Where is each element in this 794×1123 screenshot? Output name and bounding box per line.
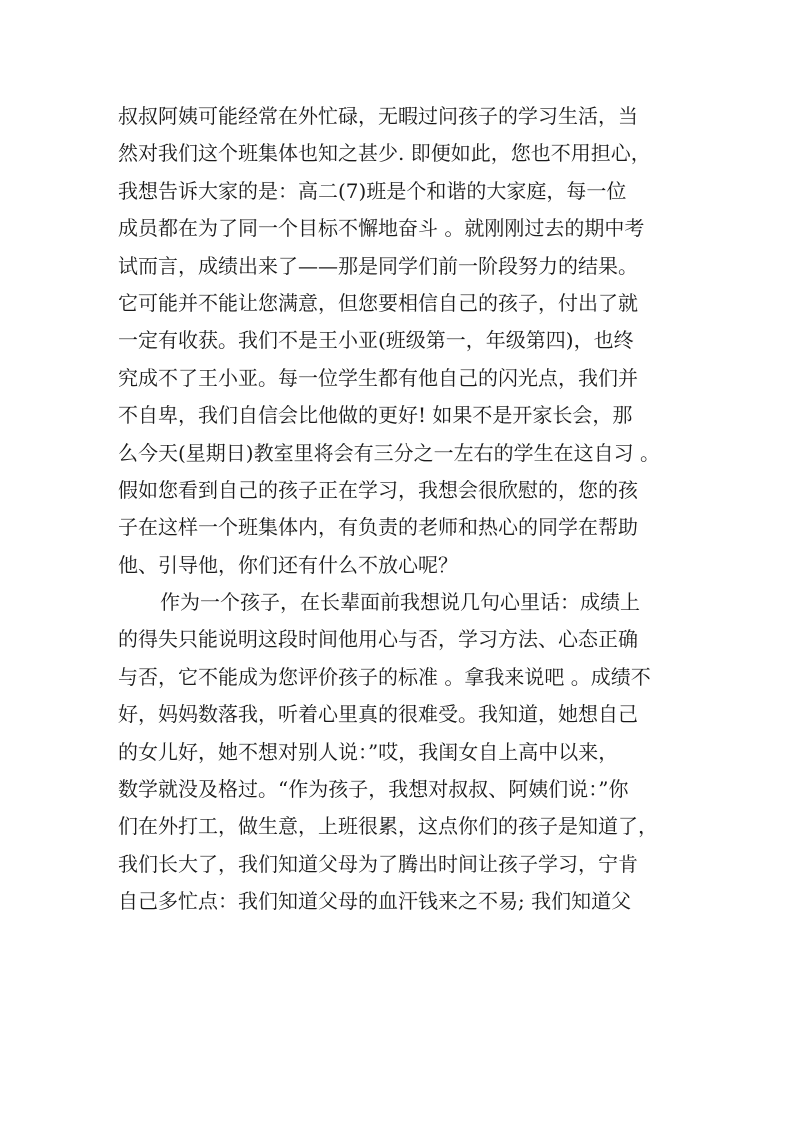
text-line: 成员都在为了同一个目标不懈地奋斗 。就刚刚过去的期中考 bbox=[118, 216, 645, 241]
text-line: 好，妈妈数落我，听着心里真的很难受。我知道，她想自己 bbox=[118, 702, 638, 727]
text-line: 们在外打工，做生意，上班很累，这点你们的孩子是知道了， bbox=[118, 814, 658, 839]
text-line: 的女儿好，她不想对别人说：”哎，我闺女自上高中以来， bbox=[118, 739, 619, 764]
text-line: 我想告诉大家的是：高二(7)班是个和谐的大家庭，每一位 bbox=[118, 178, 627, 203]
text-line: 假如您看到自己的孩子正在学习，我想会很欣慰的，您的孩 bbox=[118, 477, 638, 502]
text-line: 试而言，成绩出来了——那是同学们前一阶段努力的结果。 bbox=[118, 253, 638, 278]
text-line: 子在这样一个班集体内，有负责的老师和热心的同学在帮助 bbox=[118, 515, 638, 540]
text-line: 一定有收获。我们不是王小亚(班级第一，年级第四)，也终 bbox=[118, 328, 634, 353]
text-line: 么今天(星期日)教室里将会有三分之一左右的学生在这自习 。 bbox=[118, 440, 660, 465]
text-line: 数学就没及格过。“作为孩子，我想对叔叔、阿姨们说：”你 bbox=[118, 777, 629, 802]
text-line: 究成不了王小亚。每一位学生都有他自己的闪光点，我们并 bbox=[118, 365, 638, 390]
text-line: 叔叔阿姨可能经常在外忙碌，无暇过问孩子的学习生活，当 bbox=[118, 104, 638, 128]
text-line: 与否，它不能成为您评价孩子的标准 。拿我来说吧 。成绩不 bbox=[118, 664, 651, 689]
text-line: 的得失只能说明这段时间他用心与否，学习方法、心态正确 bbox=[118, 627, 638, 652]
paragraph-start-line: 作为一个孩子，在长辈面前我想说几句心里话：成绩上 bbox=[160, 590, 640, 615]
text-line: 他、引导他，你们还有什么不放心呢？ bbox=[118, 552, 458, 577]
text-line: 我们长大了，我们知道父母为了腾出时间让孩子学习，宁肯 bbox=[118, 851, 638, 876]
text-line: 自己多忙点：我们知道父母的血汗钱来之不易; 我们知道父 bbox=[118, 889, 632, 914]
text-line: 它可能并不能让您满意，但您要相信自己的孩子，付出了就 bbox=[118, 290, 638, 315]
text-line: 不自卑，我们自信会比他做的更好! 如果不是开家长会，那 bbox=[118, 403, 633, 428]
document-body bbox=[118, 98, 693, 921]
text-line: 然对我们这个班集体也知之甚少. 即便如此，您也不用担心， bbox=[118, 141, 651, 166]
